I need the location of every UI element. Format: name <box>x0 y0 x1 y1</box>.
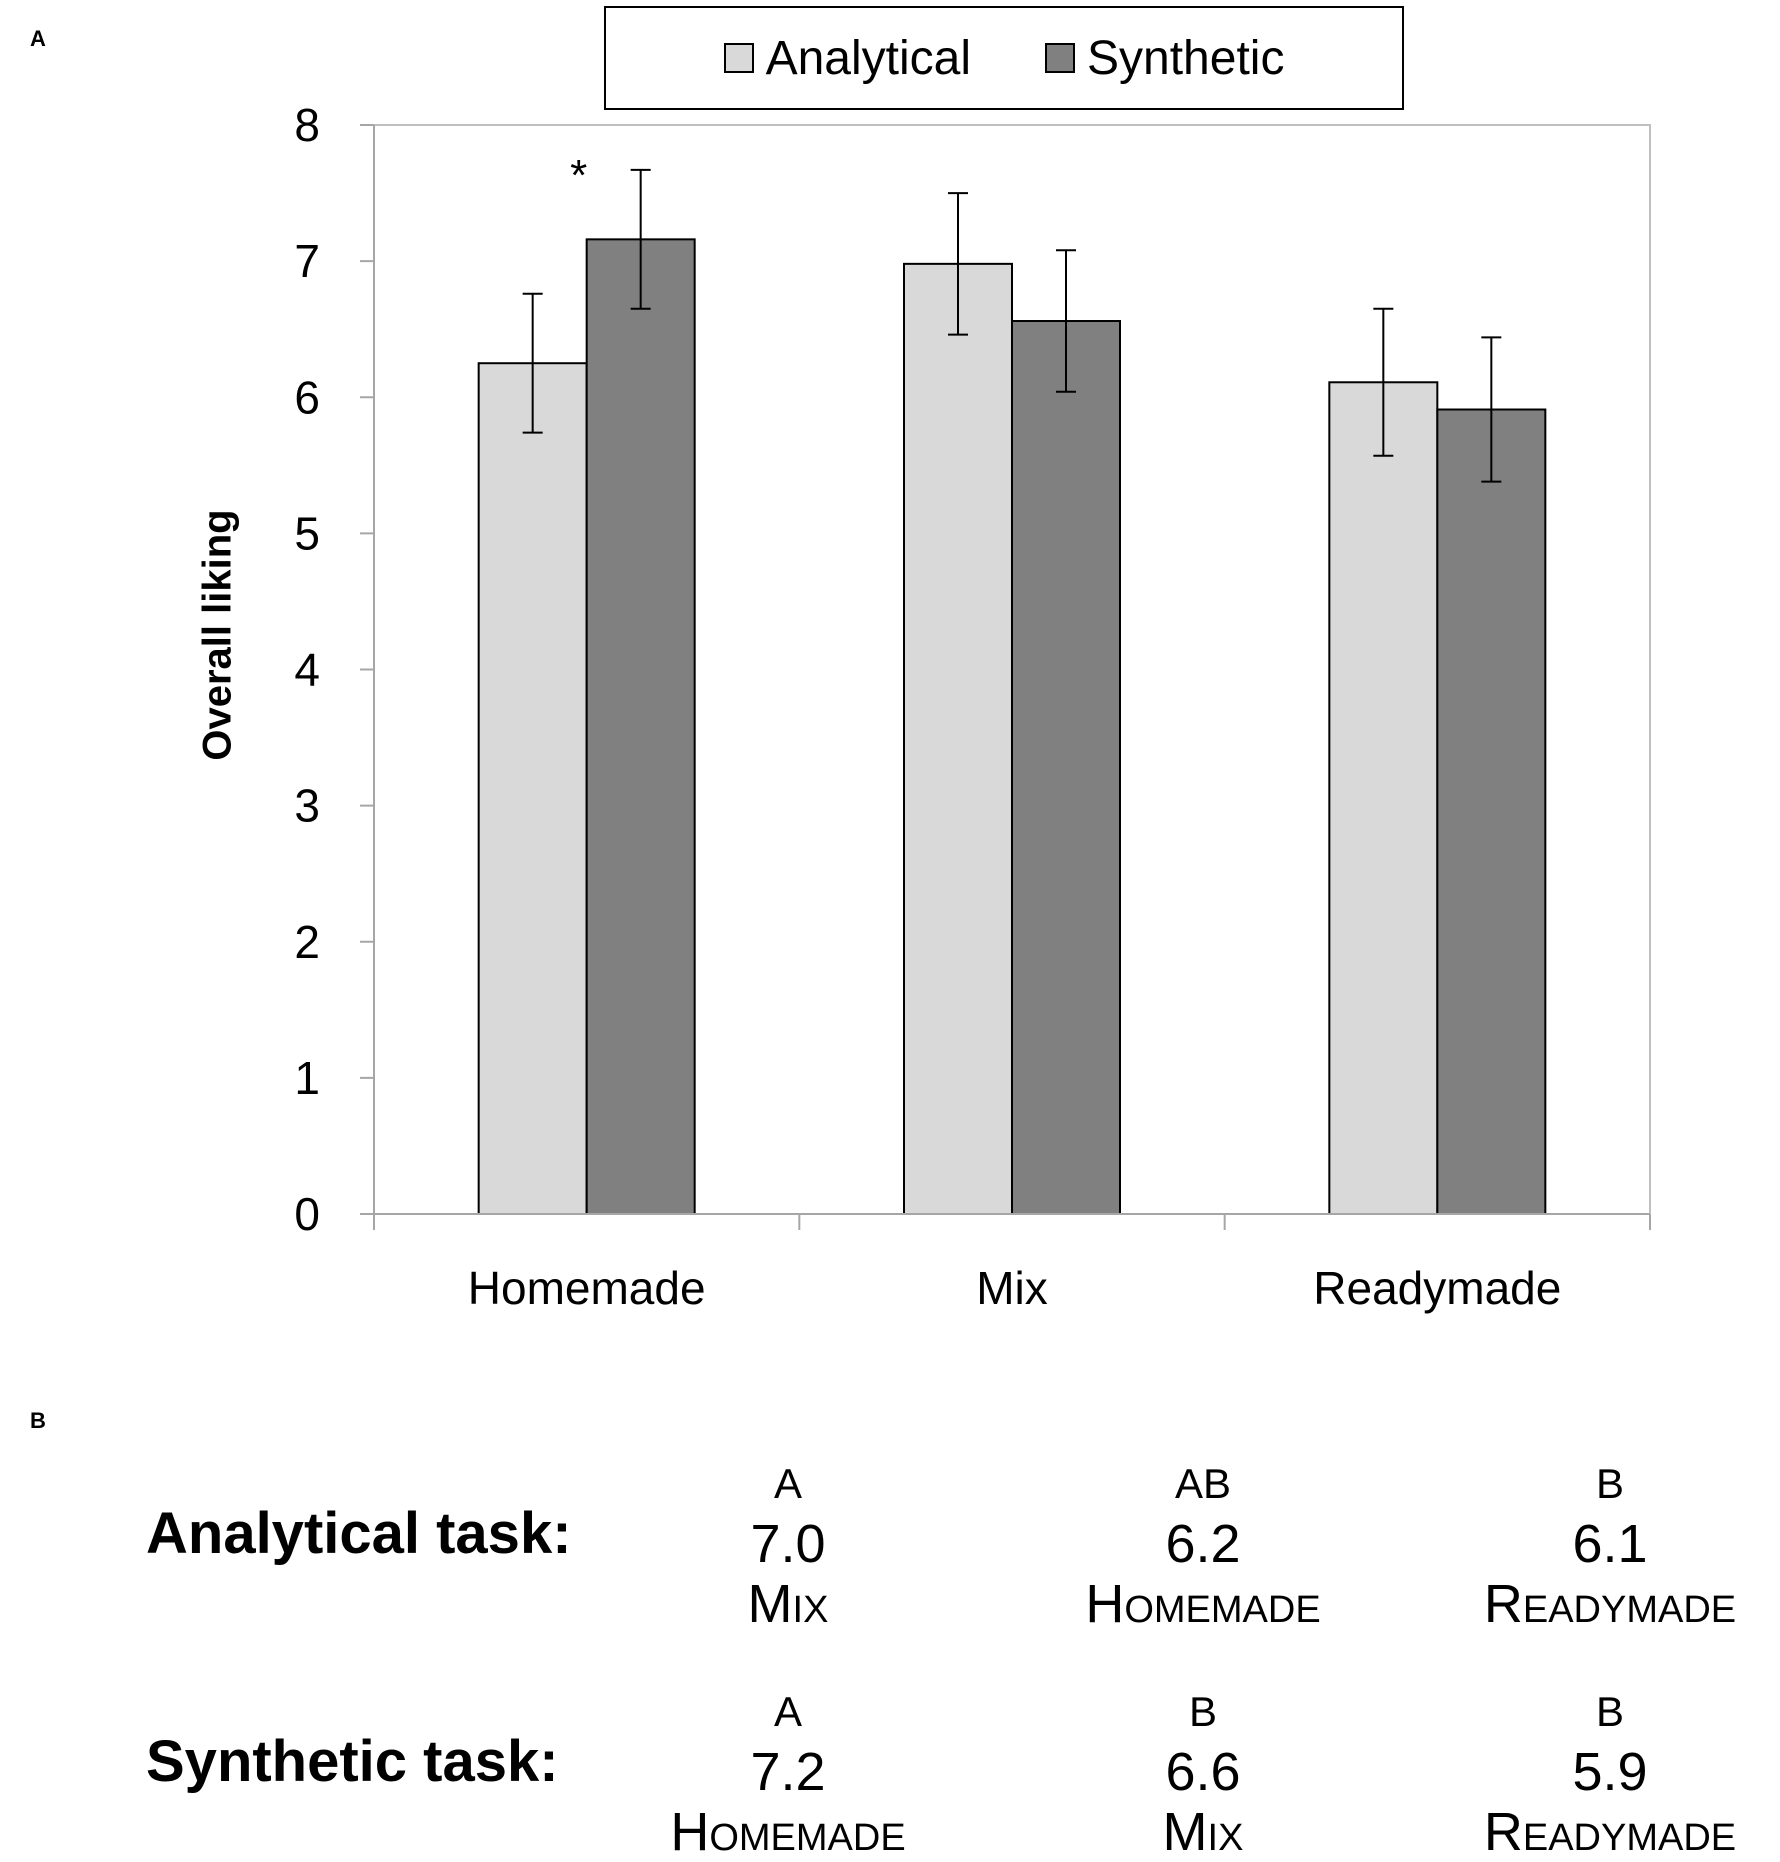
y-tick-label: 4 <box>294 643 320 696</box>
analytical-task-label: Analytical task: <box>146 1501 572 1566</box>
analytical-cell-homemade <box>1033 1454 1373 1634</box>
cell-value: 6.2 <box>1165 1514 1241 1574</box>
legend-swatch-synthetic <box>1045 43 1075 73</box>
cell-value: 7.0 <box>750 1514 826 1574</box>
legend-swatch-analytical <box>724 43 754 73</box>
bar-synthetic-readymade <box>1437 410 1545 1214</box>
cell-value: 6.6 <box>1165 1742 1241 1802</box>
cell-value: 7.2 <box>750 1742 826 1802</box>
bar-synthetic-mix <box>1012 321 1120 1214</box>
legend-item-synthetic <box>1045 31 1284 86</box>
bar-synthetic-homemade <box>587 239 695 1214</box>
analytical-cell-mix <box>618 1454 958 1634</box>
synthetic-cell-readymade <box>1440 1682 1780 1862</box>
legend-item-analytical <box>724 31 971 86</box>
cell-product: Homemade <box>670 1802 906 1862</box>
synthetic-cell-homemade <box>618 1682 958 1862</box>
y-tick-label: 8 <box>294 99 320 151</box>
cell-letter: A <box>773 1688 802 1735</box>
y-tick-label: 2 <box>294 915 320 968</box>
bar-analytical-homemade <box>479 363 587 1214</box>
cell-letter: B <box>1595 1688 1624 1735</box>
legend-label-synthetic: Synthetic <box>1087 31 1285 85</box>
x-tick-label-mix: Mix <box>976 1262 1048 1314</box>
cell-product: Mix <box>747 1574 829 1634</box>
cell-value: 5.9 <box>1572 1742 1648 1802</box>
y-tick-label: 7 <box>294 235 320 288</box>
y-axis-title: Overall liking <box>195 509 240 761</box>
bar-analytical-readymade <box>1329 382 1437 1214</box>
cell-letter: A <box>773 1460 802 1507</box>
x-tick-label-readymade: Readymade <box>1313 1262 1562 1314</box>
y-tick-label: 3 <box>294 779 320 832</box>
cell-letter: AB <box>1174 1460 1232 1507</box>
significance-annotation: * <box>570 150 588 200</box>
panel-b-label: B <box>30 1408 46 1433</box>
cell-product: Mix <box>1162 1802 1244 1862</box>
cell-letter: B <box>1188 1688 1217 1735</box>
synthetic-task-label: Synthetic task: <box>146 1729 559 1794</box>
bar-analytical-mix <box>904 264 1012 1214</box>
x-tick-label-homemade: Homemade <box>467 1262 706 1314</box>
chart-legend <box>604 6 1404 110</box>
y-tick-label: 5 <box>294 507 320 560</box>
legend-label-analytical: Analytical <box>765 31 971 85</box>
analytical-cell-readymade <box>1440 1454 1780 1634</box>
cell-value: 6.1 <box>1572 1514 1648 1574</box>
synthetic-cell-mix <box>1033 1682 1373 1862</box>
panel-a-label: A <box>30 26 46 51</box>
cell-product: Homemade <box>1085 1574 1321 1634</box>
cell-product: Readymade <box>1483 1802 1737 1862</box>
cell-letter: B <box>1595 1460 1624 1507</box>
y-tick-label: 0 <box>294 1188 320 1240</box>
y-tick-label: 1 <box>294 1051 320 1104</box>
cell-product: Readymade <box>1483 1574 1737 1634</box>
y-tick-label: 6 <box>294 371 320 424</box>
